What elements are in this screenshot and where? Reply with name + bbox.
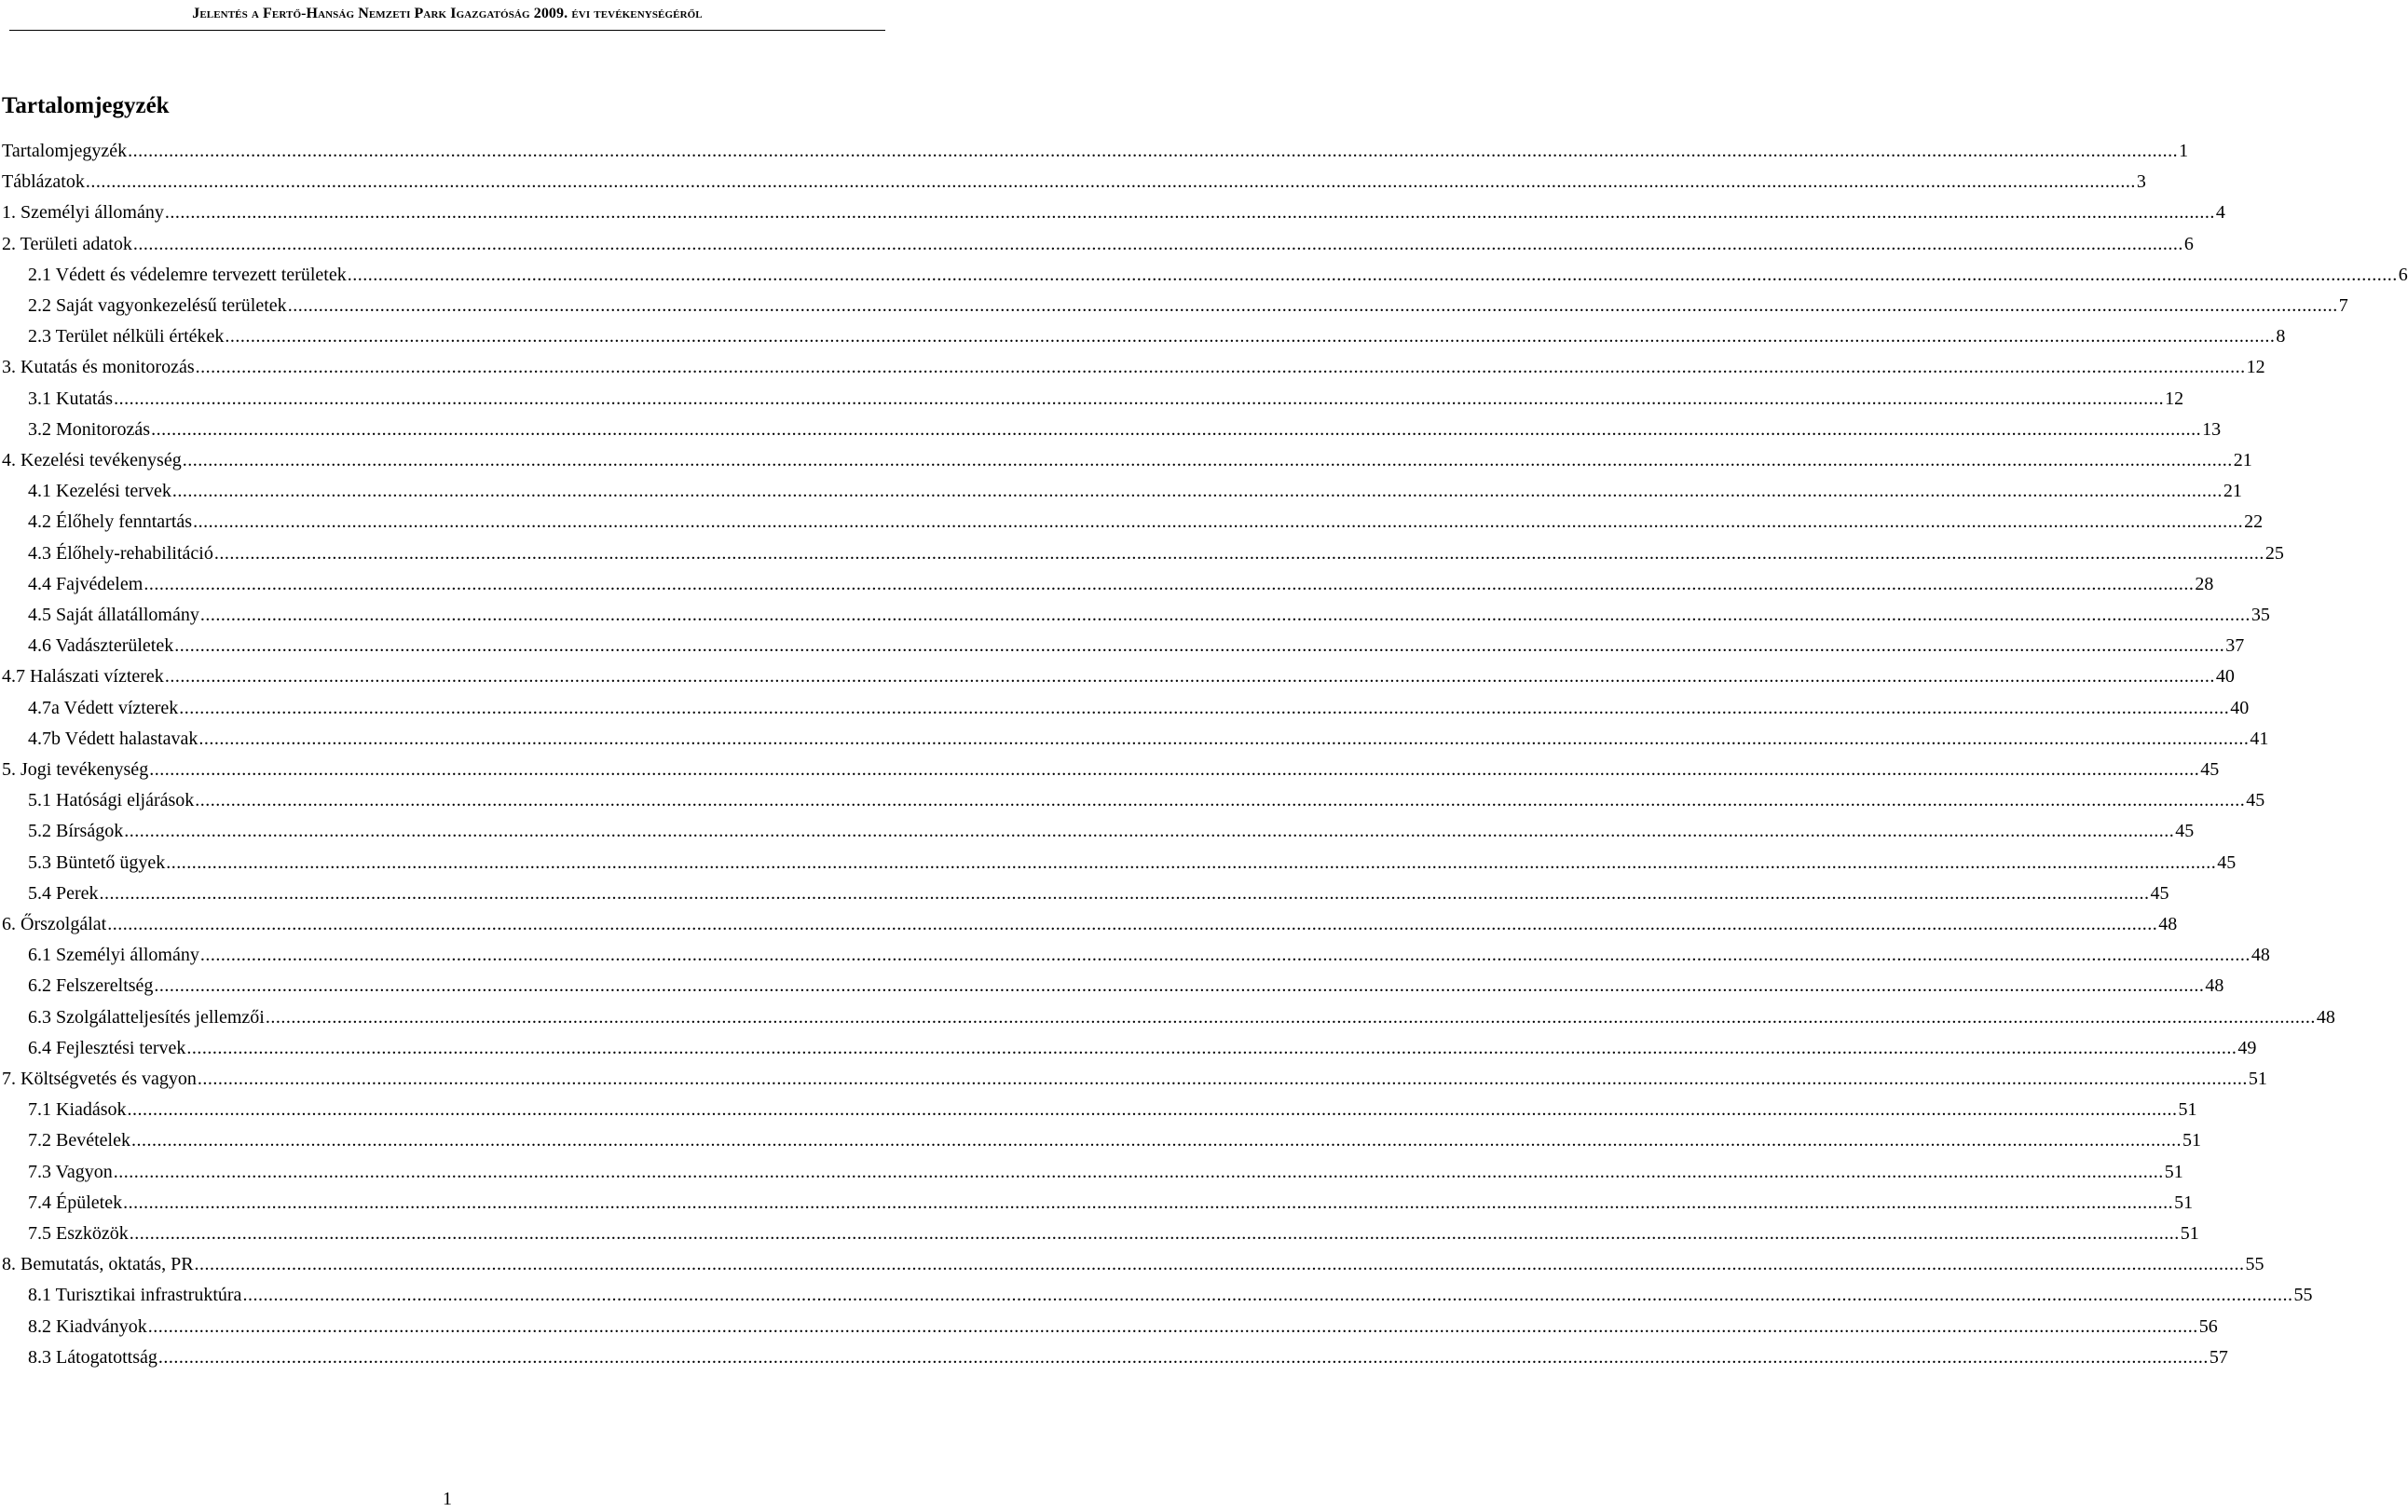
toc-dot-leader: ................................................................................................................................................................................................................................................................................................................................................................................................................ xyxy=(107,914,2158,934)
toc-entry[interactable] xyxy=(2,201,2225,224)
toc-entry-page: 51 xyxy=(2182,1130,2201,1151)
toc-dot-leader: ................................................................................................................................................................................................................................................................................................................................................................................................................ xyxy=(99,883,2150,904)
toc-dot-leader: ................................................................................................................................................................................................................................................................................................................................................................................................................ xyxy=(151,419,2202,440)
toc-entry-page: 55 xyxy=(2245,1254,2264,1274)
toc-dot-leader: ................................................................................................................................................................................................................................................................................................................................................................................................................ xyxy=(128,141,2179,161)
toc-dot-leader: ................................................................................................................................................................................................................................................................................................................................................................................................................ xyxy=(164,666,2215,687)
toc-entry[interactable] xyxy=(28,1315,2218,1338)
toc-entry-label: 8.2 Kiadványok xyxy=(28,1316,147,1337)
toc-dot-leader: ................................................................................................................................................................................................................................................................................................................................................................................................................ xyxy=(157,1347,2209,1368)
toc-entry-label: 8.1 Turisztikai infrastruktúra xyxy=(28,1285,242,1305)
toc-entry-label: 7.3 Vagyon xyxy=(28,1162,113,1182)
toc-dot-leader: ................................................................................................................................................................................................................................................................................................................................................................................................................ xyxy=(114,388,2165,409)
toc-entry-label: 4.4 Fajvédelem xyxy=(28,574,144,594)
running-header-text: Jelentés a Fertő-Hanság Nemzeti Park Igazgatóság 2009. évi tevékenységéről xyxy=(192,6,703,21)
toc-entry-label: 6.4 Fejlesztési tervek xyxy=(28,1038,186,1058)
toc-entry-page: 45 xyxy=(2246,790,2265,810)
toc-dot-leader: ................................................................................................................................................................................................................................................................................................................................................................................................................ xyxy=(287,295,2338,316)
toc-entry-label: Tartalomjegyzék xyxy=(2,141,128,161)
toc-entry[interactable] xyxy=(28,820,2195,842)
toc-title: Tartalomjegyzék xyxy=(2,93,170,118)
toc-entry[interactable] xyxy=(28,325,2286,347)
toc-entry-page: 25 xyxy=(2264,543,2284,564)
header-rule xyxy=(9,30,885,31)
toc-entry-label: 8.3 Látogatottság xyxy=(28,1347,157,1368)
toc-entry-label: 1. Személyi állomány xyxy=(2,202,164,223)
toc-entry-label: 7.5 Eszközök xyxy=(28,1223,129,1244)
toc-dot-leader: ................................................................................................................................................................................................................................................................................................................................................................................................................ xyxy=(179,698,2230,718)
toc-dot-leader: ................................................................................................................................................................................................................................................................................................................................................................................................................ xyxy=(132,234,2183,254)
toc-dot-leader: ................................................................................................................................................................................................................................................................................................................................................................................................................ xyxy=(199,945,2251,965)
toc-entry-page: 6 xyxy=(2398,265,2408,285)
toc-entry-label: 5.2 Bírságok xyxy=(28,821,124,841)
toc-entry[interactable] xyxy=(28,1006,2335,1028)
toc-entry-page: 51 xyxy=(2248,1069,2267,1089)
toc-entry-page: 41 xyxy=(2250,729,2269,749)
toc-entry-page: 57 xyxy=(2209,1347,2228,1368)
toc-entry-page: 12 xyxy=(2165,388,2184,409)
toc-entry[interactable] xyxy=(28,1129,2201,1151)
toc-dot-leader: ................................................................................................................................................................................................................................................................................................................................................................................................................ xyxy=(113,1162,2164,1182)
toc-entry-page: 51 xyxy=(2174,1192,2194,1213)
toc-entry-label: 4.1 Kezelési tervek xyxy=(28,481,171,501)
toc-entry-label: 4.7a Védett vízterek xyxy=(28,698,179,718)
toc-dot-leader: ................................................................................................................................................................................................................................................................................................................................................................................................................ xyxy=(147,1316,2198,1337)
toc-entry-label: 6.1 Személyi állomány xyxy=(28,945,199,965)
toc-entry-page: 48 xyxy=(2158,914,2178,934)
toc-entry[interactable] xyxy=(2,1253,2264,1275)
toc-entry-page: 13 xyxy=(2202,419,2222,440)
toc-entry-label: 3. Kutatás és monitorozás xyxy=(2,357,195,377)
toc-dot-leader: ................................................................................................................................................................................................................................................................................................................................................................................................................ xyxy=(197,1069,2248,1089)
toc-entry-label: 5.3 Büntető ügyek xyxy=(28,852,166,873)
toc-dot-leader: ................................................................................................................................................................................................................................................................................................................................................................................................................ xyxy=(186,1038,2237,1058)
toc-entry[interactable] xyxy=(28,604,2270,626)
toc-entry-label: 7.1 Kiadások xyxy=(28,1099,127,1120)
toc-entry[interactable] xyxy=(2,665,2235,688)
toc-entry-label: 2. Területi adatok xyxy=(2,234,132,254)
toc-entry[interactable] xyxy=(28,511,2264,533)
toc-entry-label: 4.3 Élőhely-rehabilitáció xyxy=(28,543,213,564)
toc-entry-label: 3.2 Monitorozás xyxy=(28,419,151,440)
toc-dot-leader: ................................................................................................................................................................................................................................................................................................................................................................................................................ xyxy=(213,543,2264,564)
toc-entry[interactable] xyxy=(28,789,2265,811)
toc-entry[interactable] xyxy=(28,418,2222,441)
toc-dot-leader: ................................................................................................................................................................................................................................................................................................................................................................................................................ xyxy=(166,852,2217,873)
toc-dot-leader: ................................................................................................................................................................................................................................................................................................................................................................................................................ xyxy=(127,1099,2178,1120)
toc-entry[interactable] xyxy=(2,1068,2267,1090)
toc-entry-label: 5.1 Hatósági eljárások xyxy=(28,790,195,810)
toc-entry-page: 6 xyxy=(2183,234,2194,254)
toc-dot-leader: ................................................................................................................................................................................................................................................................................................................................................................................................................ xyxy=(195,357,2246,377)
toc-dot-leader: ................................................................................................................................................................................................................................................................................................................................................................................................................ xyxy=(164,202,2215,223)
running-header xyxy=(0,6,895,22)
toc-entry-page: 7 xyxy=(2338,295,2348,316)
toc-dot-leader: ................................................................................................................................................................................................................................................................................................................................................................................................................ xyxy=(182,450,2233,470)
toc-entry-label: 5. Jogi tevékenység xyxy=(2,759,149,780)
toc-entry[interactable] xyxy=(28,1098,2197,1121)
toc-dot-leader: ................................................................................................................................................................................................................................................................................................................................................................................................................ xyxy=(195,790,2246,810)
toc-entry[interactable] xyxy=(2,758,2220,781)
toc-entry[interactable] xyxy=(28,480,2242,502)
toc-entry-label: 3.1 Kutatás xyxy=(28,388,114,409)
toc-entry[interactable] xyxy=(28,1284,2313,1306)
toc-entry[interactable] xyxy=(2,170,2146,193)
toc-entry[interactable] xyxy=(28,1192,2194,1214)
toc-entry-page: 35 xyxy=(2251,605,2270,625)
toc-entry-page: 51 xyxy=(2180,1223,2199,1244)
toc-entry[interactable] xyxy=(2,140,2189,162)
toc-dot-leader: ................................................................................................................................................................................................................................................................................................................................................................................................................ xyxy=(124,821,2175,841)
toc-entry-page: 4 xyxy=(2215,202,2225,223)
toc-entry-page: 49 xyxy=(2237,1038,2257,1058)
toc-entry-page: 3 xyxy=(2136,171,2146,192)
toc-entry-page: 22 xyxy=(2244,511,2264,532)
toc-entry[interactable] xyxy=(28,728,2269,750)
toc-dot-leader: ................................................................................................................................................................................................................................................................................................................................................................................................................ xyxy=(265,1007,2316,1028)
toc-entry-page: 21 xyxy=(2223,481,2242,501)
toc-dot-leader: ................................................................................................................................................................................................................................................................................................................................................................................................................ xyxy=(225,326,2276,347)
toc-entry-label: 4.5 Saját állatállomány xyxy=(28,605,199,625)
toc-dot-leader: ................................................................................................................................................................................................................................................................................................................................................................................................................ xyxy=(154,975,2205,996)
toc-dot-leader: ................................................................................................................................................................................................................................................................................................................................................................................................................ xyxy=(347,265,2398,285)
toc-entry-label: 2.3 Terület nélküli értékek xyxy=(28,326,225,347)
toc-entry[interactable] xyxy=(28,851,2237,874)
toc-entry[interactable] xyxy=(2,233,2194,255)
toc-entry[interactable] xyxy=(28,974,2224,997)
toc-dot-leader: ................................................................................................................................................................................................................................................................................................................................................................................................................ xyxy=(198,729,2250,749)
toc-entry-page: 48 xyxy=(2251,945,2270,965)
toc-entry-page: 12 xyxy=(2246,357,2265,377)
toc-entry-label: 8. Bemutatás, oktatás, PR xyxy=(2,1254,194,1274)
toc-entry[interactable] xyxy=(28,1161,2183,1183)
toc-entry-page: 45 xyxy=(2200,759,2220,780)
toc-entry-label: 6. Őrszolgálat xyxy=(2,914,107,934)
toc-dot-leader: ................................................................................................................................................................................................................................................................................................................................................................................................................ xyxy=(194,1254,2245,1274)
toc-entry-page: 40 xyxy=(2215,666,2235,687)
toc-dot-leader: ................................................................................................................................................................................................................................................................................................................................................................................................................ xyxy=(144,574,2195,594)
toc-entry[interactable] xyxy=(28,1037,2257,1059)
toc-entry-label: 7.4 Épületek xyxy=(28,1192,123,1213)
toc-dot-leader: ................................................................................................................................................................................................................................................................................................................................................................................................................ xyxy=(193,511,2244,532)
toc-entry-page: 40 xyxy=(2230,698,2250,718)
toc-entry-label: 4.7b Védett halastavak xyxy=(28,729,198,749)
toc-entry-page: 8 xyxy=(2276,326,2286,347)
toc-entry[interactable] xyxy=(28,1222,2199,1245)
toc-entry-page: 48 xyxy=(2316,1007,2335,1028)
toc-entry-label: 6.2 Felszereltség xyxy=(28,975,154,996)
toc-entry[interactable] xyxy=(28,697,2250,719)
toc-entry-page: 51 xyxy=(2178,1099,2197,1120)
toc-dot-leader: ................................................................................................................................................................................................................................................................................................................................................................................................................ xyxy=(171,481,2223,501)
toc-entry-page: 1 xyxy=(2179,141,2189,161)
toc-entry[interactable] xyxy=(28,388,2184,410)
toc-entry-label: 5.4 Perek xyxy=(28,883,99,904)
toc-entry[interactable] xyxy=(28,542,2284,565)
toc-entry-page: 56 xyxy=(2198,1316,2218,1337)
toc-dot-leader: ................................................................................................................................................................................................................................................................................................................................................................................................................ xyxy=(129,1223,2180,1244)
toc-entry-label: 7. Költségvetés és vagyon xyxy=(2,1069,197,1089)
toc-entry-page: 55 xyxy=(2293,1285,2313,1305)
page-number: 1 xyxy=(443,1489,452,1509)
toc-entry-label: 4.2 Élőhely fenntartás xyxy=(28,511,193,532)
toc-entry[interactable] xyxy=(28,294,2348,317)
toc-dot-leader: ................................................................................................................................................................................................................................................................................................................................................................................................................ xyxy=(85,171,2136,192)
toc-entry[interactable] xyxy=(28,882,2169,905)
toc-entry[interactable] xyxy=(2,449,2252,471)
toc-entry-page: 21 xyxy=(2233,450,2252,470)
toc-entry-page: 51 xyxy=(2164,1162,2183,1182)
toc-entry[interactable] xyxy=(28,944,2270,966)
toc-entry[interactable] xyxy=(2,356,2265,378)
toc-entry[interactable] xyxy=(28,264,2408,286)
toc-dot-leader: ................................................................................................................................................................................................................................................................................................................................................................................................................ xyxy=(199,605,2251,625)
toc-dot-leader: ................................................................................................................................................................................................................................................................................................................................................................................................................ xyxy=(130,1130,2182,1151)
toc-dot-leader: ................................................................................................................................................................................................................................................................................................................................................................................................................ xyxy=(149,759,2200,780)
toc-dot-leader: ................................................................................................................................................................................................................................................................................................................................................................................................................ xyxy=(242,1285,2293,1305)
toc-entry-label: 4.7 Halászati vízterek xyxy=(2,666,164,687)
toc-entry-page: 45 xyxy=(2150,883,2169,904)
toc-entry-page: 45 xyxy=(2217,852,2237,873)
toc-entry-label: 2.2 Saját vagyonkezelésű területek xyxy=(28,295,287,316)
toc-entry-page: 28 xyxy=(2195,574,2214,594)
toc-entry-label: 7.2 Bevételek xyxy=(28,1130,130,1151)
toc-entry-label: 2.1 Védett és védelemre tervezett területek xyxy=(28,265,347,285)
toc-entry-label: 4.6 Vadászterületek xyxy=(28,635,174,656)
toc-entry-label: 4. Kezelési tevékenység xyxy=(2,450,182,470)
toc-entry[interactable] xyxy=(28,573,2214,595)
toc-entry[interactable] xyxy=(28,634,2245,657)
toc-entry-label: 6.3 Szolgálatteljesítés jellemzői xyxy=(28,1007,265,1028)
toc-entry-label: Táblázatok xyxy=(2,171,85,192)
toc-entry-page: 48 xyxy=(2205,975,2224,996)
toc-entry[interactable] xyxy=(2,913,2178,935)
toc-entry[interactable] xyxy=(28,1346,2228,1369)
toc-entry-page: 45 xyxy=(2175,821,2195,841)
toc-entry-page: 37 xyxy=(2225,635,2245,656)
toc-dot-leader: ................................................................................................................................................................................................................................................................................................................................................................................................................ xyxy=(174,635,2225,656)
toc-dot-leader: ................................................................................................................................................................................................................................................................................................................................................................................................................ xyxy=(123,1192,2174,1213)
